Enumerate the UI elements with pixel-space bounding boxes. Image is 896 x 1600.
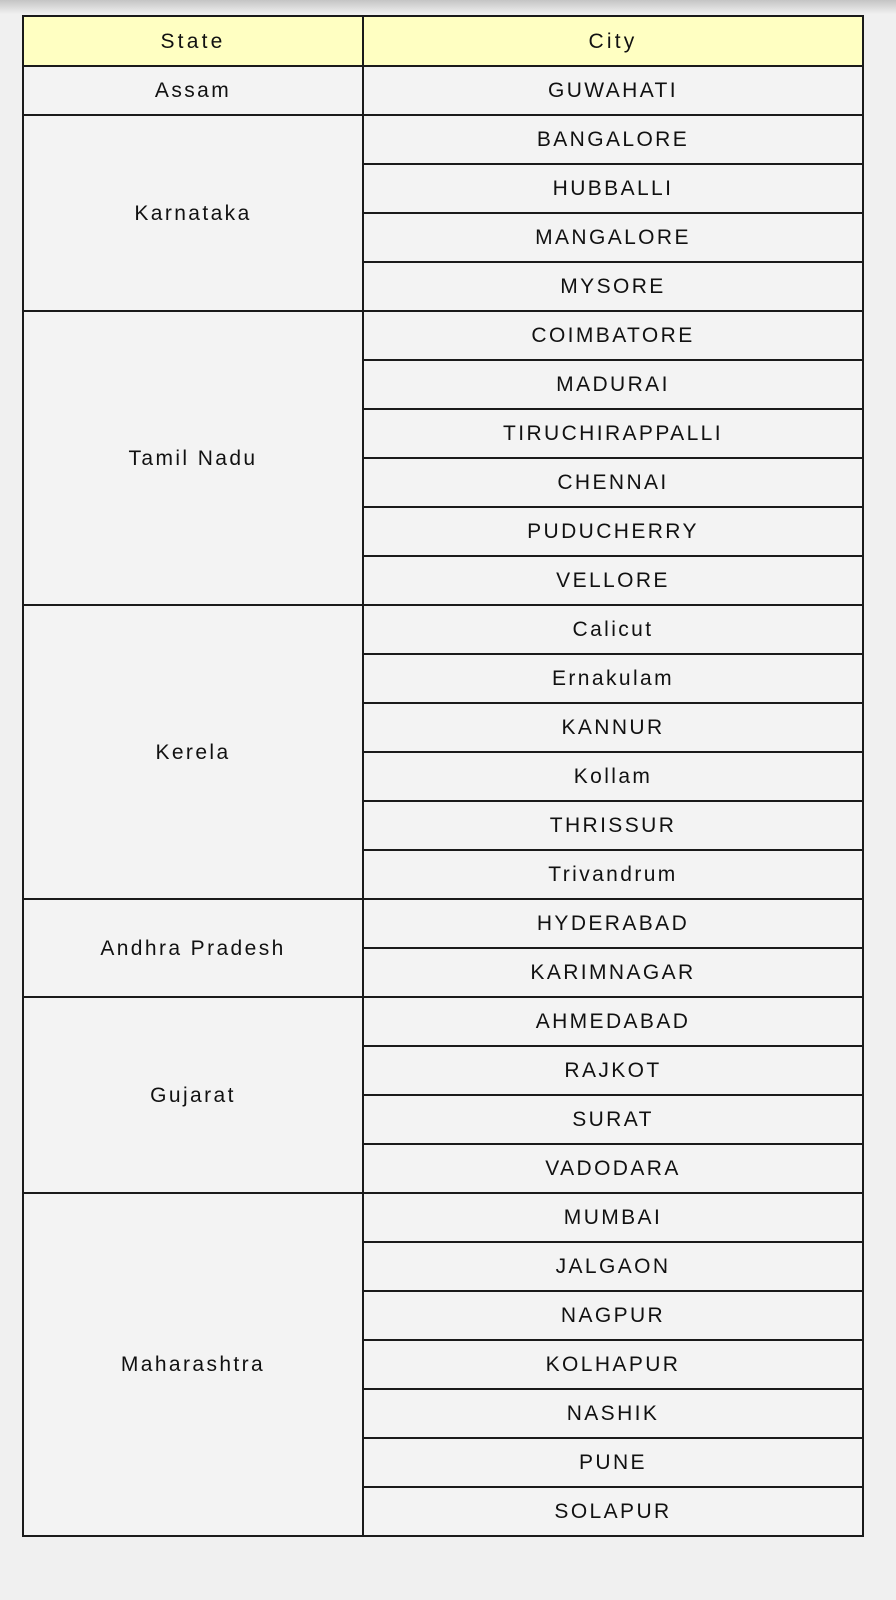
city-cell: VADODARA: [363, 1144, 863, 1193]
city-cell: MADURAI: [363, 360, 863, 409]
state-city-table: [22, 15, 864, 1537]
state-cell: Karnataka: [23, 115, 363, 311]
table-row: [23, 66, 863, 115]
city-cell: KOLHAPUR: [363, 1340, 863, 1389]
state-column-header: State: [23, 16, 363, 66]
table-row: [23, 899, 863, 948]
table-row: [23, 115, 863, 164]
city-cell: Ernakulam: [363, 654, 863, 703]
state-cell: Maharashtra: [23, 1193, 363, 1536]
city-cell: VELLORE: [363, 556, 863, 605]
city-cell: SOLAPUR: [363, 1487, 863, 1536]
city-cell: BANGALORE: [363, 115, 863, 164]
header-row: [23, 16, 863, 66]
city-cell: NAGPUR: [363, 1291, 863, 1340]
city-cell: MANGALORE: [363, 213, 863, 262]
city-cell: AHMEDABAD: [363, 997, 863, 1046]
city-cell: HUBBALLI: [363, 164, 863, 213]
city-cell: KARIMNAGAR: [363, 948, 863, 997]
city-cell: RAJKOT: [363, 1046, 863, 1095]
city-cell: COIMBATORE: [363, 311, 863, 360]
city-cell: Kollam: [363, 752, 863, 801]
city-cell: THRISSUR: [363, 801, 863, 850]
city-cell: GUWAHATI: [363, 66, 863, 115]
city-cell: Calicut: [363, 605, 863, 654]
city-column-header: City: [363, 16, 863, 66]
table-row: [23, 311, 863, 360]
table-row: [23, 1193, 863, 1242]
city-cell: MYSORE: [363, 262, 863, 311]
state-cell: Kerela: [23, 605, 363, 899]
city-cell: CHENNAI: [363, 458, 863, 507]
state-cell: Andhra Pradesh: [23, 899, 363, 997]
city-cell: TIRUCHIRAPPALLI: [363, 409, 863, 458]
table-body: [23, 66, 863, 1536]
city-cell: KANNUR: [363, 703, 863, 752]
city-cell: JALGAON: [363, 1242, 863, 1291]
city-cell: SURAT: [363, 1095, 863, 1144]
city-cell: HYDERABAD: [363, 899, 863, 948]
table-row: [23, 605, 863, 654]
state-cell: Gujarat: [23, 997, 363, 1193]
state-cell: Assam: [23, 66, 363, 115]
state-cell: Tamil Nadu: [23, 311, 363, 605]
top-shadow: [0, 0, 896, 14]
city-cell: Trivandrum: [363, 850, 863, 899]
city-cell: NASHIK: [363, 1389, 863, 1438]
table-header: [23, 16, 863, 66]
table-row: [23, 997, 863, 1046]
city-cell: PUDUCHERRY: [363, 507, 863, 556]
city-cell: MUMBAI: [363, 1193, 863, 1242]
city-cell: PUNE: [363, 1438, 863, 1487]
